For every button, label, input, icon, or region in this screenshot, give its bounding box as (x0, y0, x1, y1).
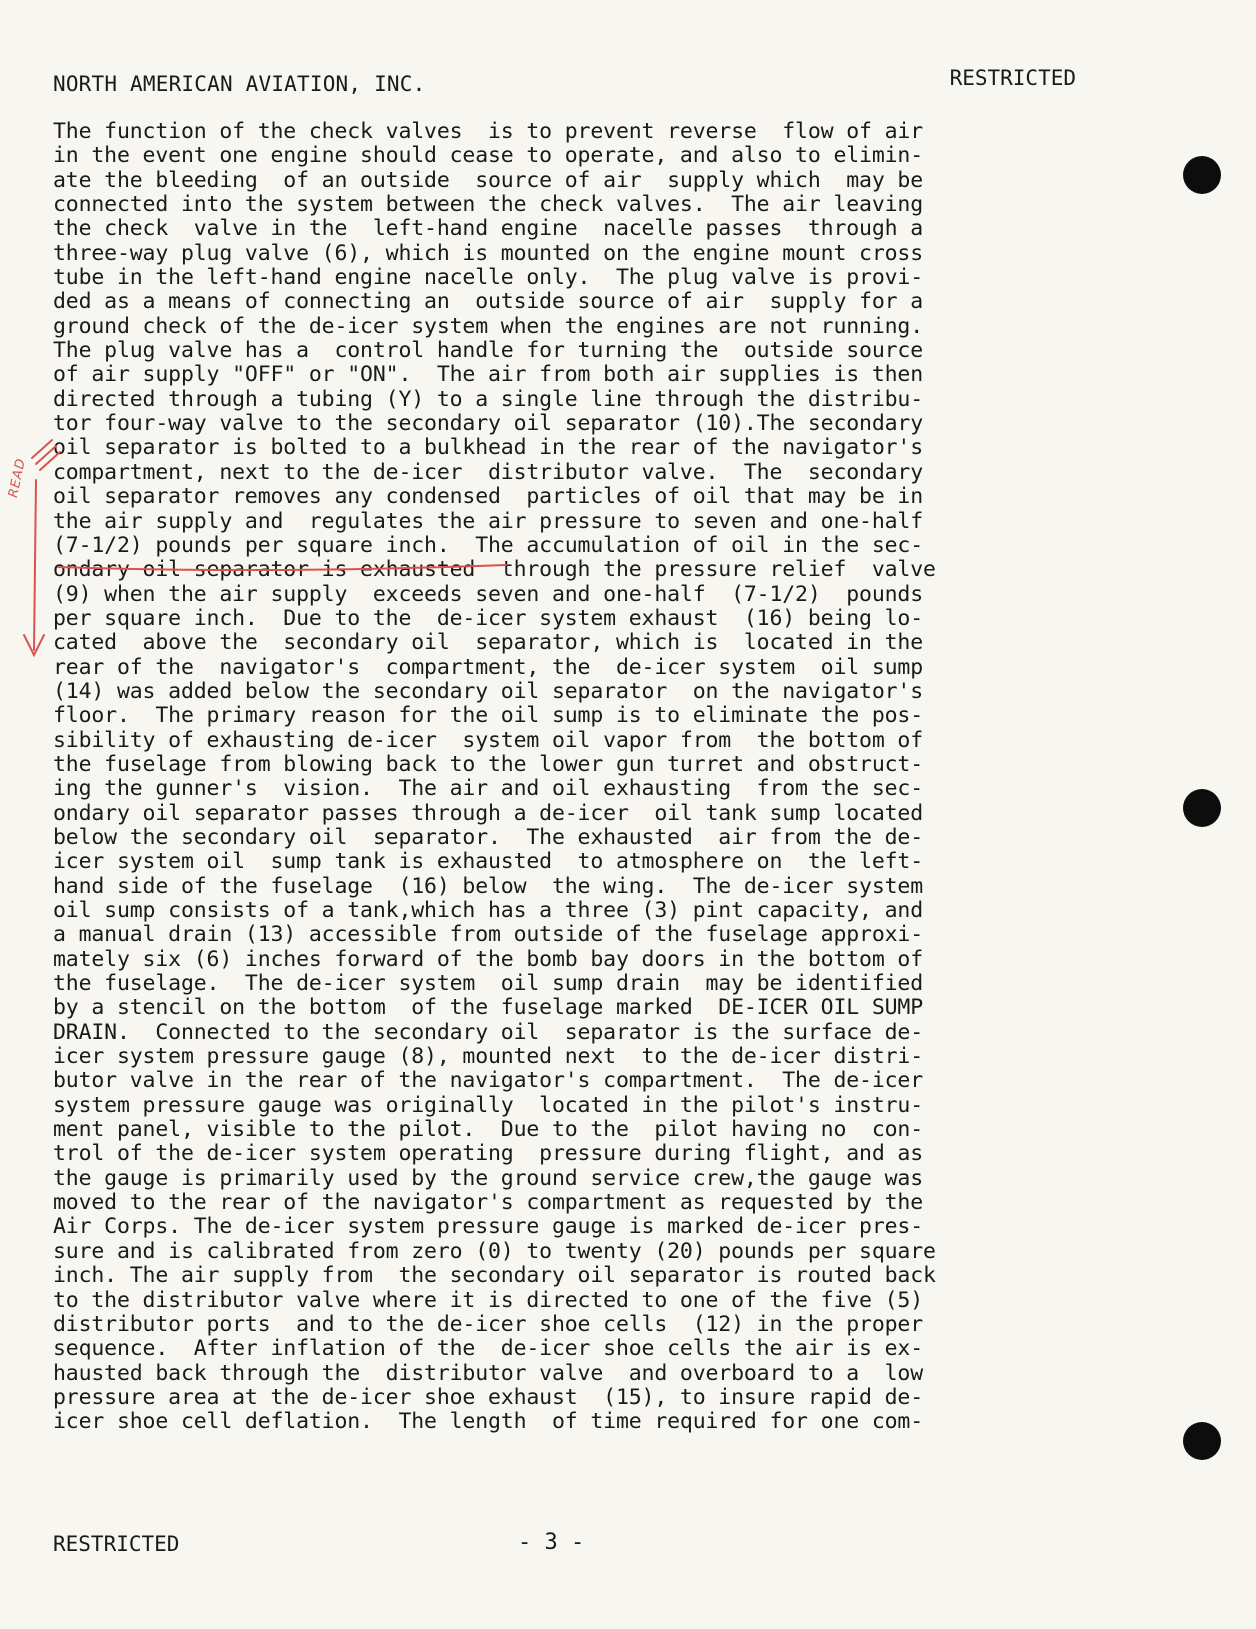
margin-arrow-shaft (34, 480, 36, 650)
handwritten-read-note: READ (6, 456, 30, 500)
page-number: - 3 - (518, 1530, 585, 1555)
margin-arrow-head-icon (24, 635, 44, 655)
body-text: The function of the check valves is to prevent reverse flow of air in the event one engine should cease to operate, and also to elimin- ate the bleeding of an outside source of air supply which may be connected into the system between the check valves. The air leaving the check valve in the left-hand engine nacelle passes through a three-way plug valve (6), which is mounted on the engine mount cross tube in the left-hand engine nacelle only. The plug valve is provi- ded as a means of connecting an outside source of air supply for a ground check of the de-icer system when the engines are not running. The plug valve has a control handle for turning the outside source of air supply "OFF" or "ON". The air from both air supplies is then directed through a tubing (Y) to a single line through the distribu- tor four-way valve to the secondary oil separator (10).The secondary oil separator is bolted to a bulkhead in the rear of the navigator's compartment, next to the de-icer distributor valve. The secondary oil separator removes any condensed particles of oil that may be in the air supply and regulates the air pressure to seven and one-half (7-1/2) pounds per square inch. The accumulation of oil in the sec- ondary oil separator is exhausted through the pressure relief valve (9) when the air supply exceeds seven and one-half (7-1/2) pounds per square inch. Due to the de-icer system exhaust (16) being lo- cated above the secondary oil separator, which is located in the rear of the navigator's compartment, the de-icer system oil sump (14) was added below the secondary oil separator on the navigator's floor. The primary reason for the oil sump is to eliminate the pos- sibility of exhausting de-icer system oil vapor from the bottom of the fuselage from blowing back to the lower gun turret and obstruct- ing the gunner's vision. The air and oil exhausting from the sec- ondary oil separator passes through a de-icer oil tank sump located below the secondary oil separator. The exhausted air from the de- icer system oil sump tank is exhausted to atmosphere on the left- hand side of the fuselage (16) below the wing. The de-icer system oil sump consists of a tank,which has a three (3) pint capacity, and a manual drain (13) accessible from outside of the fuselage approxi- mately six (6) inches forward of the bomb bay doors in the bottom of the fuselage. The de-icer system oil sump drain may be identified by a stencil on the bottom of the fuselage marked DE-ICER OIL SUMP DRAIN. Connected to the secondary oil separator is the surface de- icer system pressure gauge (8), mounted next to the de-icer distri- butor valve in the rear of the navigator's compartment. The de-icer system pressure gauge was originally located in the pilot's instru- ment panel, visible to the pilot. Due to the pilot having no con- trol of the de-icer system operating pressure during flight, and as the gauge is primarily used by the ground service crew,the gauge was moved to the rear of the navigator's compartment as requested by the Air Corps. The de-icer system pressure gauge is marked de-icer pres- sure and is calibrated from zero (0) to twenty (20) pounds per square inch. The air supply from the secondary oil separator is routed back to the distributor valve where it is directed to one of the five (5) distributor ports and to the de-icer shoe cells (12) in the proper sequence. After inflation of the de-icer shoe cells the air is ex- hausted back through the distributor valve and overboard to a low pressure area at the de-icer shoe exhaust (15), to insure rapid de- icer shoe cell deflation. The length of time required for one com- (53, 119, 936, 1435)
binder-hole-icon (1183, 1422, 1221, 1460)
binder-hole-icon (1183, 789, 1221, 827)
footer-classification: RESTRICTED (53, 1532, 180, 1556)
header-company: NORTH AMERICAN AVIATION, INC. (53, 72, 426, 96)
binder-hole-icon (1183, 156, 1221, 194)
margin-tick-mark (32, 440, 52, 458)
header-classification: RESTRICTED (949, 66, 1076, 90)
